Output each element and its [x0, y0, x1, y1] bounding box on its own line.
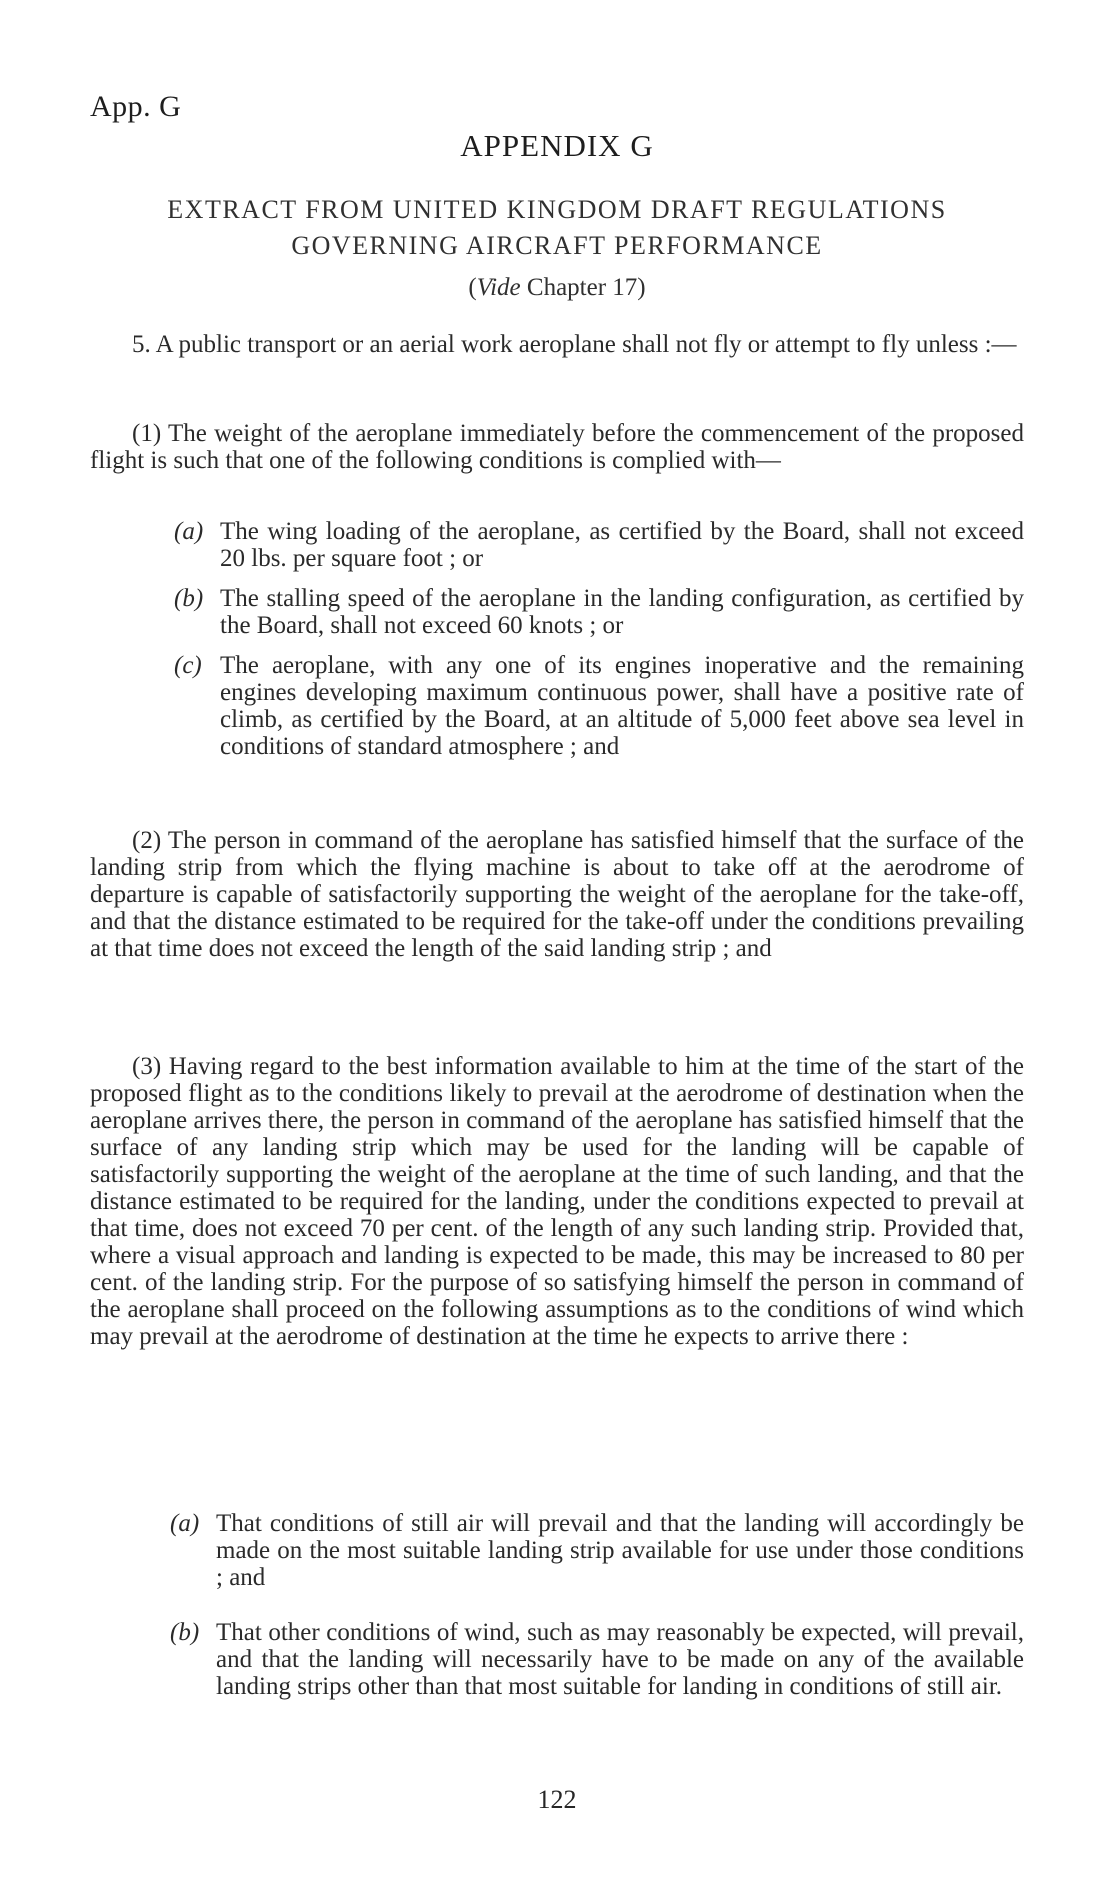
appendix-title: APPENDIX G — [460, 128, 654, 163]
clause-1-item-c-text: The aeroplane, with any one of its engines inoperative and the remaining engines developing maximum continuous power, shall have a positive rate of climb, as certified by the Board, at an altitude of 5,000 feet above sea level in conditions of standard atmosphere ; and — [220, 652, 1024, 760]
vide-open-paren: ( — [468, 274, 477, 301]
clause-1-item-c-label: (c) — [174, 652, 202, 679]
clause-3-paragraph: (3) Having regard to the best information available to him at the time of the start of the proposed flight as to the conditions likely to prevail at the aerodrome of destination when the aeroplane arrives there, the person in command of the aeroplane has satisfied himself that the surface of any landing strip which may be used for the landing will be capable of satisfactorily supporting the weight of the aeroplane at the time of such landing, and that the distance estimated to be required for the landing, under the conditions expected to prevail at that time, does not exceed 70 per cent. of the length of any such landing strip. Provided that, where a visual approach and landing is expected to be made, this may be increased to 80 per cent. of the landing strip. For the purpose of so satisfying himself the person in command of the aeroplane shall proceed on the following assumptions as to the conditions of wind which may prevail at the aerodrome of destination at the time he expects to arrive there : — [90, 1053, 1024, 1350]
clause-3-item-b — [170, 1619, 1024, 1700]
clause-1-item-a-text: The wing loading of the aeroplane, as certified by the Board, shall not exceed 20 lbs. per square foot ; or — [220, 518, 1024, 572]
clause-1-item-c — [174, 652, 1024, 760]
clause-3-item-b-label: (b) — [170, 1619, 200, 1646]
clause-1-item-b-label: (b) — [174, 585, 204, 612]
clause-1-item-b-text: The stalling speed of the aeroplane in the landing configuration, as certified by the Board, shall not exceed 60 knots ; or — [220, 585, 1024, 639]
clause-1-item-b — [174, 585, 1024, 639]
clause-1-paragraph: (1) The weight of the aeroplane immediately before the commencement of the proposed flight is such that one of the following conditions is complied with— — [90, 420, 1024, 474]
vide-word: Vide — [476, 274, 521, 301]
section-5-paragraph: 5. A public transport or an aerial work aeroplane shall not fly or attempt to fly unless :— — [132, 331, 1017, 358]
clause-3-item-a-text: That conditions of still air will prevail and that the landing will accordingly be made on the most suitable landing strip available for use under those conditions ; and — [216, 1510, 1024, 1591]
clause-1-item-a — [174, 518, 1024, 572]
extract-heading: EXTRACT FROM UNITED KINGDOM DRAFT REGULATIONS GOVERNING AIRCRAFT PERFORMANCE — [167, 195, 947, 260]
clause-3-item-b-text: That other conditions of wind, such as may reasonably be expected, will prevail, and that the landing will necessarily have to be made on any of the available landing strips other than that most suitable for landing in conditions of still air. — [216, 1619, 1024, 1700]
chapter-reference — [0, 274, 1114, 302]
page-number: 122 — [537, 1785, 577, 1814]
clause-2-paragraph: (2) The person in command of the aeroplane has satisfied himself that the surface of the landing strip from which the flying machine is about to take off at the aerodrome of departure is capable of satisfactorily supporting the weight of the aeroplane for the take-off, and that the distance estimated to be required for the take-off under the conditions prevailing at that time does not exceed the length of the said landing strip ; and — [90, 827, 1024, 962]
clause-1-item-a-label: (a) — [174, 518, 204, 545]
clause-3-item-a — [170, 1510, 1024, 1591]
running-head: App. G — [90, 90, 182, 123]
clause-3-item-a-label: (a) — [170, 1510, 200, 1537]
vide-chapter: Chapter 17) — [520, 274, 646, 301]
